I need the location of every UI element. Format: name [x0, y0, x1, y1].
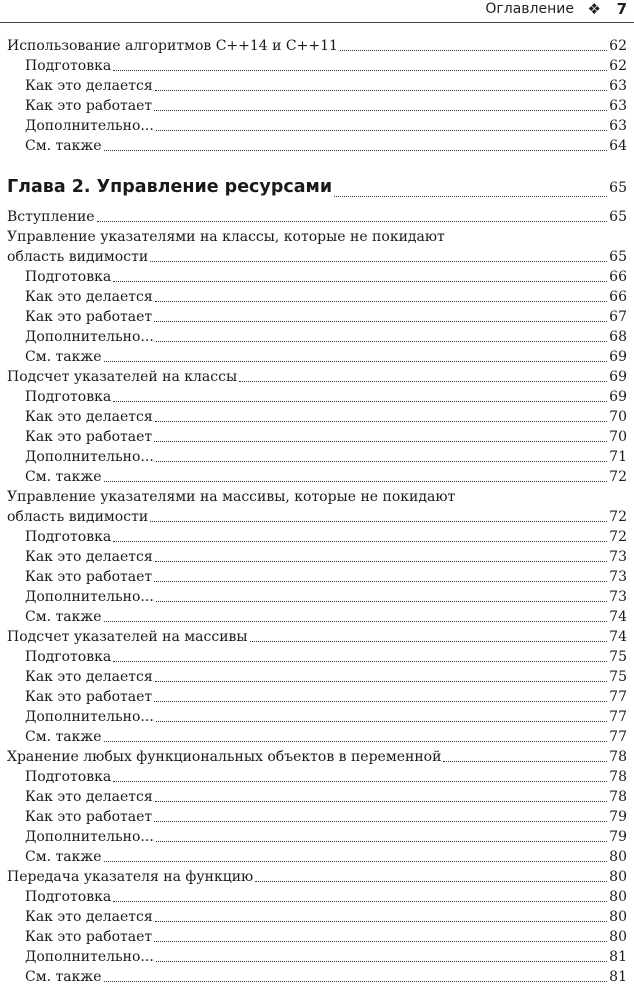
- toc-entry-title: Как это работает: [25, 569, 153, 585]
- toc-entry-title: Как это работает: [25, 98, 153, 114]
- toc-entry-title: См. также: [25, 969, 102, 985]
- toc-subentry[interactable]: [7, 767, 627, 787]
- toc-entry-page: 70: [609, 409, 627, 425]
- toc-entry-page: 62: [609, 58, 627, 74]
- toc-entry-title: Подсчет указателей на классы: [7, 369, 238, 385]
- toc-entry-title: Как это работает: [25, 929, 153, 945]
- toc-entry-page: 63: [609, 78, 627, 94]
- toc-entry-page: 75: [609, 669, 627, 685]
- toc-entry-page: 63: [609, 118, 627, 134]
- dot-leader: [113, 660, 607, 662]
- toc-subentry[interactable]: [7, 727, 627, 747]
- toc-subentry[interactable]: [7, 587, 627, 607]
- toc-entry-page: 69: [609, 389, 627, 405]
- dot-leader: [104, 620, 608, 622]
- toc-entry[interactable]: [7, 367, 627, 387]
- toc-entry-title: Как это работает: [25, 809, 153, 825]
- toc-entry-page: 78: [609, 749, 627, 765]
- dot-leader: [113, 900, 607, 902]
- dot-leader: [340, 49, 607, 51]
- dot-leader: [154, 440, 607, 442]
- dot-leader: [156, 460, 607, 462]
- toc-entry-title: См. также: [25, 729, 102, 745]
- toc-subentry[interactable]: [7, 427, 627, 447]
- toc-entry[interactable]: [7, 507, 627, 527]
- toc-entry-title: Дополнительно...: [25, 589, 154, 605]
- chapter-title: Глава 2. Управление ресурсами: [7, 177, 333, 197]
- dot-leader: [155, 420, 607, 422]
- dot-leader: [156, 340, 607, 342]
- ornament-icon: ❖: [587, 0, 601, 18]
- dot-leader: [154, 580, 607, 582]
- toc-subentry[interactable]: [7, 707, 627, 727]
- toc-subentry[interactable]: [7, 607, 627, 627]
- toc-entry-page: 81: [609, 969, 627, 985]
- toc-entry-title: Как это делается: [25, 289, 153, 305]
- toc-subentry[interactable]: [7, 647, 627, 667]
- toc-entry-page: 62: [609, 38, 627, 54]
- running-header: [0, 0, 634, 22]
- toc-subentry[interactable]: [7, 287, 627, 307]
- toc-entry-page: 69: [609, 349, 627, 365]
- toc-entry-title: область видимости: [7, 249, 149, 265]
- toc-subentry[interactable]: [7, 387, 627, 407]
- toc-subentry[interactable]: [7, 347, 627, 367]
- dot-leader: [104, 860, 608, 862]
- toc-entry-page: 77: [609, 689, 627, 705]
- toc-entry-page: 74: [609, 629, 627, 645]
- toc-entry-title: Как это делается: [25, 669, 153, 685]
- toc-entry-page: 65: [609, 209, 627, 225]
- toc-subentry[interactable]: [7, 947, 627, 967]
- toc-entry-title: Подготовка: [25, 889, 112, 905]
- chapter-heading[interactable]: [7, 177, 627, 203]
- toc-subentry[interactable]: [7, 807, 627, 827]
- dot-leader: [250, 640, 608, 642]
- toc-entry-page: 77: [609, 729, 627, 745]
- dot-leader: [104, 740, 608, 742]
- running-header-section: Оглавление: [485, 1, 574, 17]
- toc-entry-title: Подсчет указателей на массивы: [7, 629, 248, 645]
- toc-entry-page: 73: [609, 589, 627, 605]
- toc-entry-title: См. также: [25, 849, 102, 865]
- dot-leader: [104, 980, 608, 982]
- toc-subentry[interactable]: [7, 907, 627, 927]
- toc-entry-page: 66: [609, 289, 627, 305]
- toc-entry-page: 78: [609, 789, 627, 805]
- toc-entry-title: Как это работает: [25, 309, 153, 325]
- toc-entry-title: Дополнительно...: [25, 829, 154, 845]
- toc-entry-page: 80: [609, 849, 627, 865]
- toc-subentry[interactable]: [7, 527, 627, 547]
- dot-leader: [150, 260, 607, 262]
- toc-subentry[interactable]: [7, 96, 627, 116]
- dot-leader: [104, 149, 608, 151]
- dot-leader: [113, 400, 607, 402]
- toc-entry-page: 80: [609, 929, 627, 945]
- toc-entry-title: Дополнительно...: [25, 329, 154, 345]
- toc-entry-page: 66: [609, 269, 627, 285]
- toc-subentry[interactable]: [7, 687, 627, 707]
- toc-subentry[interactable]: [7, 927, 627, 947]
- toc-subentry[interactable]: [7, 136, 627, 156]
- toc-entry-page: 65: [609, 249, 627, 265]
- toc-entry-page: 73: [609, 549, 627, 565]
- toc-entry-title: Подготовка: [25, 769, 112, 785]
- toc-entry-title: См. также: [25, 138, 102, 154]
- toc-subentry[interactable]: [7, 787, 627, 807]
- toc-subentry[interactable]: [7, 567, 627, 587]
- toc-subentry[interactable]: [7, 267, 627, 287]
- toc-subentry[interactable]: [7, 467, 627, 487]
- toc-entry-title: Вступление: [7, 209, 95, 225]
- toc-entry-page: 81: [609, 949, 627, 965]
- dot-leader: [150, 520, 607, 522]
- toc-entry-page: 68: [609, 329, 627, 345]
- toc-entry-page: 80: [609, 909, 627, 925]
- dot-leader: [154, 700, 607, 702]
- toc-entry-title: Дополнительно...: [25, 709, 154, 725]
- toc-entry-title: Подготовка: [25, 529, 112, 545]
- toc-entry-title: Хранение любых функциональных объектов в переменной: [7, 749, 442, 765]
- toc-entry-page: 72: [609, 469, 627, 485]
- toc-subentry[interactable]: [7, 407, 627, 427]
- toc-entry-title: Как это делается: [25, 549, 153, 565]
- toc-subentry[interactable]: [7, 76, 627, 96]
- dot-leader: [155, 560, 607, 562]
- toc-subentry[interactable]: [7, 667, 627, 687]
- toc-entry-title: См. также: [25, 609, 102, 625]
- dot-leader: [154, 320, 607, 322]
- dot-leader: [255, 880, 607, 882]
- toc-entry-title: Как это делается: [25, 409, 153, 425]
- toc-subentry[interactable]: [7, 327, 627, 347]
- dot-leader: [156, 600, 607, 602]
- dot-leader: [156, 129, 607, 131]
- toc-entry-page: 71: [609, 449, 627, 465]
- toc-entry-page: 67: [609, 309, 627, 325]
- toc-entry-page: 80: [609, 889, 627, 905]
- toc-entry-page: 63: [609, 98, 627, 114]
- dot-leader: [104, 480, 608, 482]
- toc-entry-page: 72: [609, 509, 627, 525]
- dot-leader: [97, 220, 608, 222]
- toc-entry-page: 78: [609, 769, 627, 785]
- toc-entry-page: 79: [609, 829, 627, 845]
- toc-entry-title: Дополнительно...: [25, 449, 154, 465]
- dot-leader: [155, 89, 607, 91]
- toc-entry-title-line: Управление указателями на классы, которые не покидают: [7, 229, 445, 245]
- dot-leader: [154, 109, 607, 111]
- toc-entry-title: Как это работает: [25, 689, 153, 705]
- table-of-contents: [7, 36, 627, 987]
- dot-leader: [113, 280, 607, 282]
- toc-subentry[interactable]: [7, 547, 627, 567]
- dot-leader: [239, 380, 607, 382]
- toc-entry-title: Подготовка: [25, 58, 112, 74]
- toc-entry[interactable]: [7, 36, 627, 56]
- toc-entry-title: Дополнительно...: [25, 949, 154, 965]
- toc-entry-title: Как это делается: [25, 78, 153, 94]
- toc-entry-page: 73: [609, 569, 627, 585]
- toc-entry-title: См. также: [25, 349, 102, 365]
- dot-leader: [113, 540, 607, 542]
- dot-leader: [156, 840, 607, 842]
- chapter-page: 65: [609, 180, 627, 196]
- toc-entry-title: Подготовка: [25, 649, 112, 665]
- toc-entry[interactable]: [7, 247, 627, 267]
- toc-entry-title: Как это работает: [25, 429, 153, 445]
- dot-leader: [334, 195, 607, 197]
- toc-subentry[interactable]: [7, 56, 627, 76]
- dot-leader: [156, 720, 607, 722]
- toc-subentry[interactable]: [7, 967, 627, 987]
- toc-entry[interactable]: [7, 207, 627, 227]
- dot-leader: [104, 360, 608, 362]
- dot-leader: [155, 680, 607, 682]
- toc-entry-page: 75: [609, 649, 627, 665]
- toc-entry-title: См. также: [25, 469, 102, 485]
- dot-leader: [155, 920, 607, 922]
- dot-leader: [154, 820, 607, 822]
- page-number: 7: [616, 0, 627, 18]
- toc-entry-title: Передача указателя на функцию: [7, 869, 254, 885]
- dot-leader: [155, 300, 607, 302]
- toc-entry-page: 79: [609, 809, 627, 825]
- dot-leader: [443, 760, 607, 762]
- toc-entry[interactable]: [7, 747, 627, 767]
- toc-entry[interactable]: [7, 627, 627, 647]
- toc-entry-title: область видимости: [7, 509, 149, 525]
- toc-entry-title: Дополнительно...: [25, 118, 154, 134]
- toc-entry-page: 72: [609, 529, 627, 545]
- toc-entry-page: 80: [609, 869, 627, 885]
- toc-entry-page: 69: [609, 369, 627, 385]
- toc-subentry[interactable]: [7, 827, 627, 847]
- toc-entry-title: Использование алгоритмов C++14 и C++11: [7, 38, 338, 54]
- toc-entry[interactable]: [7, 867, 627, 887]
- toc-subentry[interactable]: [7, 847, 627, 867]
- toc-subentry[interactable]: [7, 447, 627, 467]
- header-rule: [0, 22, 634, 23]
- toc-entry-page: 70: [609, 429, 627, 445]
- dot-leader: [154, 940, 607, 942]
- toc-subentry[interactable]: [7, 887, 627, 907]
- toc-subentry[interactable]: [7, 307, 627, 327]
- dot-leader: [156, 960, 607, 962]
- toc-entry-title: Как это делается: [25, 789, 153, 805]
- dot-leader: [155, 800, 607, 802]
- toc-entry-title: Как это делается: [25, 909, 153, 925]
- toc-subentry[interactable]: [7, 116, 627, 136]
- toc-entry-page: 77: [609, 709, 627, 725]
- toc-entry-title: Подготовка: [25, 389, 112, 405]
- toc-entry-title-line: Управление указателями на массивы, которые не покидают: [7, 489, 456, 505]
- dot-leader: [113, 69, 607, 71]
- toc-entry-page: 74: [609, 609, 627, 625]
- toc-entry-page: 64: [609, 138, 627, 154]
- dot-leader: [113, 780, 607, 782]
- toc-entry-title: Подготовка: [25, 269, 112, 285]
